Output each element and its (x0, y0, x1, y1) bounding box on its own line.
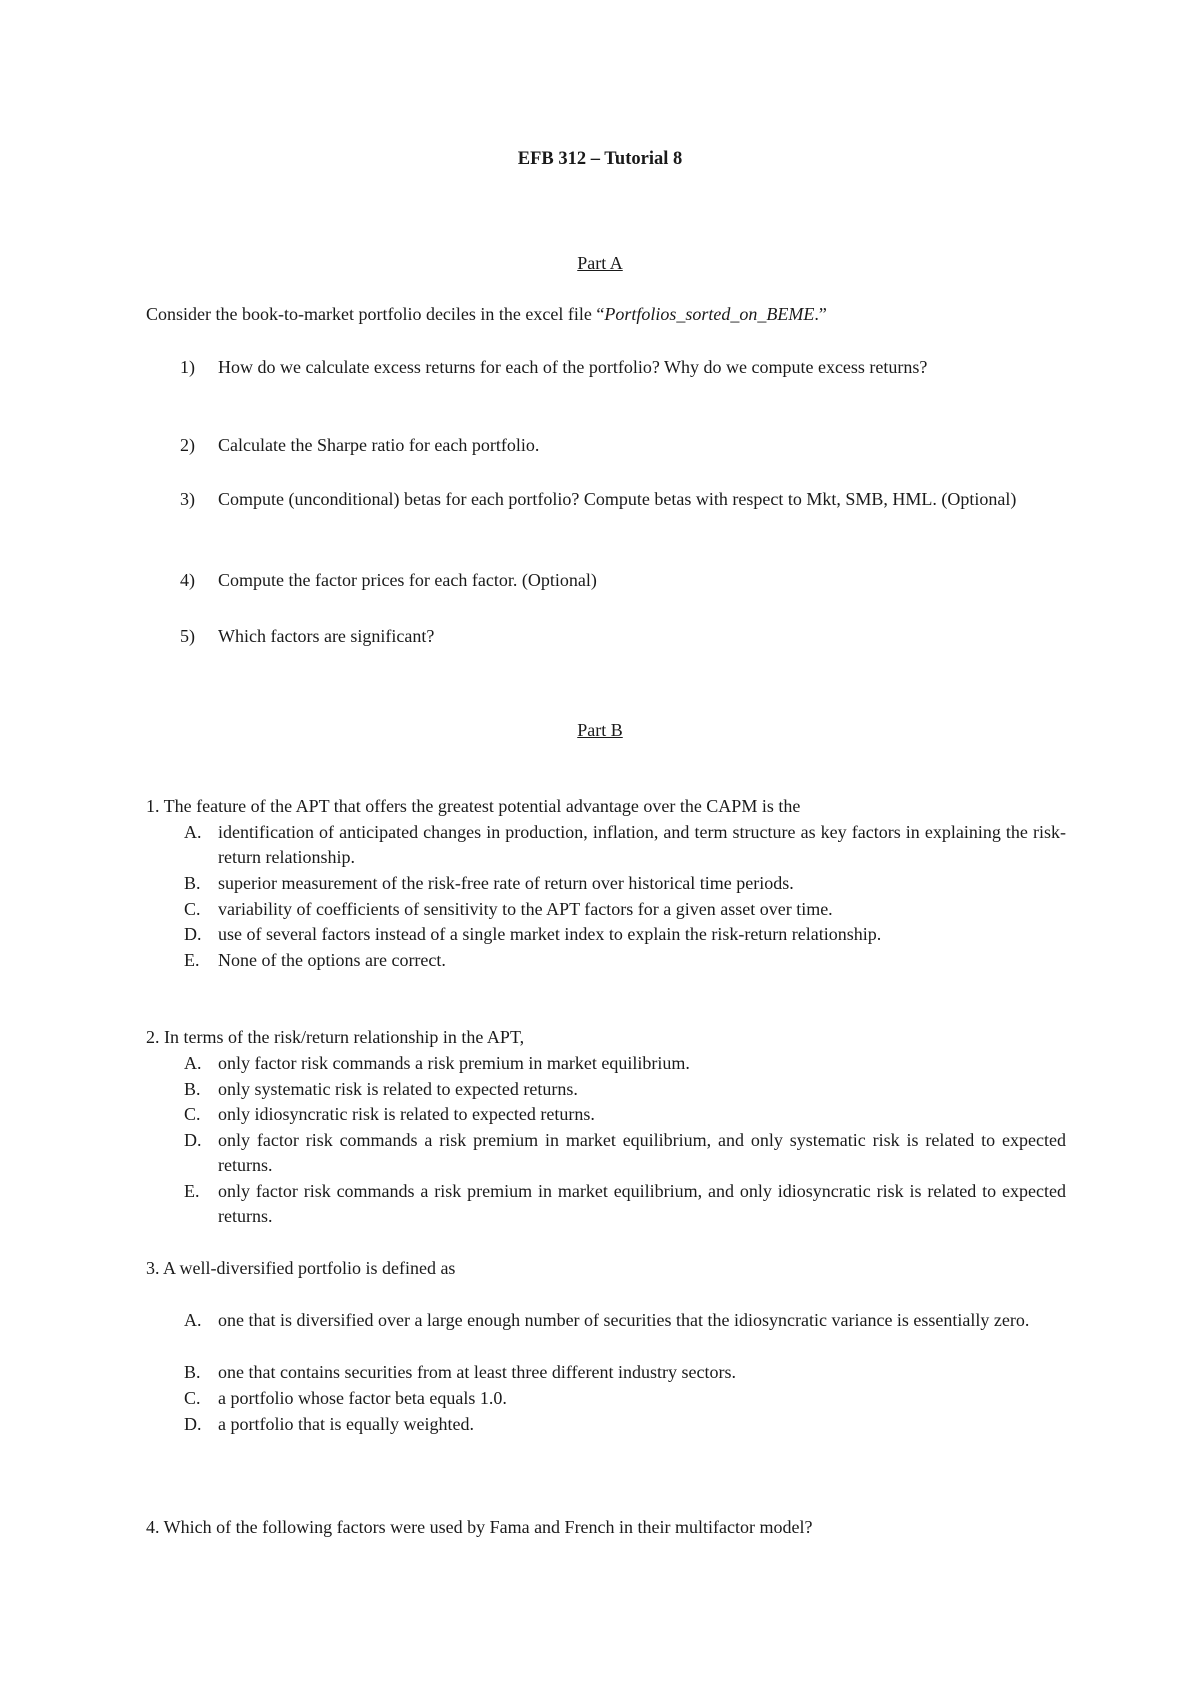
option-text: use of several factors instead of a single market index to explain the risk-return relationship. (218, 924, 882, 944)
question-2: 2. In terms of the risk/return relationship in the APT, (146, 1027, 525, 1047)
part-a-heading: Part A (577, 253, 623, 273)
part-a-item (180, 433, 1066, 458)
item-number: 3) (180, 489, 195, 509)
item-number: 1) (180, 357, 195, 377)
intro-text-end: .” (814, 304, 827, 324)
part-a-item (180, 568, 1066, 593)
intro-text: Consider the book-to-market portfolio deciles in the excel file “ (146, 304, 605, 324)
option-d (184, 922, 1066, 947)
option-letter: D. (184, 924, 202, 944)
option-letter: B. (184, 1362, 201, 1382)
option-a (184, 820, 1066, 870)
option-text: only idiosyncratic risk is related to expected returns. (218, 1104, 595, 1124)
question-3: 3. A well-diversified portfolio is defined as (146, 1258, 456, 1278)
option-text: only systematic risk is related to expected returns. (218, 1079, 578, 1099)
item-text: Compute (unconditional) betas for each portfolio? Compute betas with respect to Mkt, SMB, HML. (Optional) (218, 489, 1017, 509)
option-a (184, 1051, 1066, 1076)
option-letter: E. (184, 1181, 200, 1201)
page-title: EFB 312 – Tutorial 8 (517, 149, 683, 169)
option-text: only factor risk commands a risk premium in market equilibrium, and only systematic risk is related to expected returns. (218, 1130, 1066, 1175)
item-text: Calculate the Sharpe ratio for each portfolio. (218, 435, 540, 455)
item-text: Which factors are significant? (218, 626, 435, 646)
option-e (184, 948, 1066, 973)
intro-filename: Portfolios_sorted_on_BEME (604, 304, 815, 324)
item-number: 4) (180, 570, 195, 590)
question-4: 4. Which of the following factors were used by Fama and French in their multifactor model? (146, 1517, 813, 1537)
option-b (184, 871, 1066, 896)
part-a-item (180, 624, 1066, 649)
option-text: one that is diversified over a large enough number of securities that the idiosyncratic variance is essentially zero. (218, 1310, 1030, 1330)
option-letter: C. (184, 1104, 201, 1124)
option-text: a portfolio that is equally weighted. (218, 1414, 474, 1434)
option-letter: D. (184, 1414, 202, 1434)
option-text: variability of coefficients of sensitivity to the APT factors for a given asset over time. (218, 899, 833, 919)
option-text: only factor risk commands a risk premium in market equilibrium. (218, 1053, 690, 1073)
option-e (184, 1179, 1066, 1229)
option-b (184, 1077, 1066, 1102)
item-text: Compute the factor prices for each factor. (Optional) (218, 570, 597, 590)
option-text: a portfolio whose factor beta equals 1.0. (218, 1388, 507, 1408)
option-text: identification of anticipated changes in production, inflation, and term structure as key factors in explaining the risk-return relationship. (218, 822, 1066, 867)
option-letter: D. (184, 1130, 202, 1150)
option-c (184, 1102, 1066, 1127)
option-text: None of the options are correct. (218, 950, 446, 970)
option-c (184, 1386, 1066, 1411)
option-c (184, 897, 1066, 922)
item-number: 5) (180, 626, 195, 646)
option-letter: C. (184, 1388, 201, 1408)
option-d (184, 1128, 1066, 1178)
option-letter: A. (184, 1053, 202, 1073)
option-a (184, 1308, 1066, 1333)
item-text: How do we calculate excess returns for each of the portfolio? Why do we compute excess returns? (218, 357, 928, 377)
option-text: superior measurement of the risk-free rate of return over historical time periods. (218, 873, 794, 893)
question-1: 1. The feature of the APT that offers the greatest potential advantage over the CAPM is the (146, 796, 801, 816)
option-letter: E. (184, 950, 200, 970)
option-text: one that contains securities from at least three different industry sectors. (218, 1362, 737, 1382)
part-a-item (180, 487, 1066, 512)
part-a-item (180, 355, 1066, 380)
option-letter: A. (184, 822, 202, 842)
option-letter: B. (184, 873, 201, 893)
part-a-intro (146, 302, 1066, 327)
option-b (184, 1360, 1066, 1385)
item-number: 2) (180, 435, 195, 455)
option-letter: B. (184, 1079, 201, 1099)
option-text: only factor risk commands a risk premium in market equilibrium, and only idiosyncratic risk is related to expected returns. (218, 1181, 1066, 1226)
part-b-heading: Part B (577, 720, 623, 740)
option-letter: C. (184, 899, 201, 919)
option-d (184, 1412, 1066, 1437)
option-letter: A. (184, 1310, 202, 1330)
